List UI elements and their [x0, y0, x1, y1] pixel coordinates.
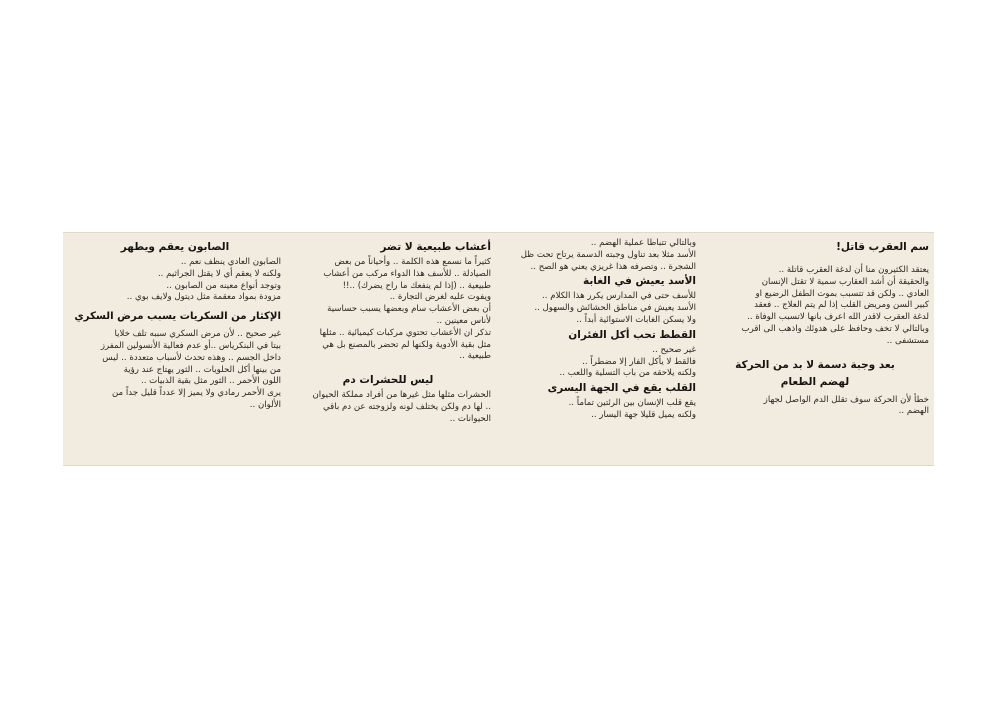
article-text-line: يعتقد الكثيرون منا أن لدغة العقرب قاتلة .. — [778, 265, 929, 275]
article-text-line: ولكنه يميل قليلا جهة اليسار .. — [591, 409, 696, 420]
article-text-line: ولكنه يلاحقه من باب التسلية واللعب .. — [559, 368, 696, 379]
article-heading: بعد وجبة دسمة لا بد من الحركة — [735, 358, 895, 371]
article-heading: سم العقرب قاتل! — [836, 241, 929, 253]
article-text-line: كثيراً ما نسمع هذه الكلمة .. وأحياناً من بعض — [334, 257, 491, 267]
article-text-line: مستشفى .. — [886, 335, 929, 346]
spacer — [701, 348, 929, 356]
article-text-line: لأناس معينين .. — [436, 315, 491, 326]
spacer — [69, 304, 281, 307]
article-text-line: كبير السن ومريض القلب إذا لم يتم العلاج .. فعقد — [754, 300, 929, 311]
article-text-line: غير صحيح .. لأن مرض السكري سببه تلف خلايا — [114, 329, 281, 340]
article-text-line: يرى الأحمر رمادي ولا يميز إلا عدداً قليل جداً من — [112, 388, 281, 399]
column-4 — [69, 238, 281, 462]
article-text-line: غير صحيح .. — [652, 344, 696, 355]
newspaper-clipping — [63, 232, 934, 466]
article-heading: القلب يقع في الجهة اليسرى — [547, 382, 696, 395]
article-text-line: الحيوانات .. — [449, 413, 491, 424]
article-text-line: ويفوت عليه لغرض التجارة .. — [389, 292, 491, 303]
article-text-line: طبيعية .. (إذا لم ينفعك ما راح يضرك) ..!! — [342, 280, 491, 291]
article-heading: ليس للحشرات دم — [342, 374, 434, 387]
article-text-line: الصيادلة .. للأسف هذا الدواء مركب من أعشاب — [323, 268, 491, 279]
article-text-line: من بينها أكل الحلويات .. الثور يهتاج عند رؤية — [123, 364, 281, 375]
article-text-line: مثل بقية الأدوية ولكنها لم تحضر بالمصنع بل هي — [322, 339, 491, 350]
article-text-line: تذكر ان الأعشاب تحتوي مركبات كيميائية .. مثلها — [319, 327, 491, 338]
article-text-line: وبالتالي تتباطأ عملية الهضم .. — [590, 238, 696, 248]
article-text-line: داخل الجسم .. وهذه تحدث لأسباب متعددة .. ليس — [102, 352, 281, 363]
article-heading: الإكثار من السكريات يسبب مرض السكري — [74, 311, 281, 323]
article-text-line: بيتا في البنكرياس ..أو عدم فعالية الأنسولين المفرز — [100, 340, 281, 351]
article-text-line: أن بعض الأعشاب سام وبعضها يسبب حساسية — [327, 304, 491, 315]
spacer — [285, 363, 491, 371]
article-text-line: ولكنه لا يعقم أي لا يقتل الجراثيم .. — [157, 268, 281, 279]
article-text-line: وبالتالي لا تخف وحافظ على هدوئك واذهب الى اقرب — [741, 323, 929, 334]
article-text-line: الصابون العادي ينظف نعم .. — [180, 257, 281, 267]
article-text-line: الأسد يعيش في مناطق الحشائش والسهول .. — [534, 303, 696, 314]
column-1 — [701, 238, 929, 462]
article-text-line: اللون الأحمر .. الثور مثل بقية الذبيات .. — [140, 376, 281, 387]
article-heading: القطط تحب أكل الفئران — [568, 328, 696, 341]
article-text-line: الحشرات مثلها مثل غيرها من أفراد مملكة الحيوان — [312, 390, 491, 401]
article-text-line: الهضم .. — [898, 406, 929, 417]
article-heading: أعشاب طبيعية لا تضر — [380, 241, 491, 253]
article-text-line: والحقيقة أن أشد العقارب سمية لا تقتل الإنسان — [761, 276, 929, 287]
article-heading: الصابون يعقم ويطهر — [120, 241, 230, 253]
article-text-line: الألوان .. — [249, 399, 281, 410]
article-text-line: لدغة العقرب لاقدر الله اعرف بانها لاتسبب الوفاة .. — [747, 312, 929, 323]
article-heading: الأسد يعيش في الغابة — [583, 275, 696, 288]
article-text-line: العادي .. ولكن قد تتسبب بموت الطفل الرضيع او — [755, 288, 929, 299]
column-3 — [285, 238, 491, 462]
article-text-line: وتوجد أنواع معينه من الصابون .. — [166, 280, 281, 291]
article-heading: لهضم الطعام — [780, 375, 850, 388]
article-text-line: الأسد مثلا بعد تناول وجبته الدسمة يرتاح تحت ظل — [520, 249, 696, 260]
article-text-line: فالقط لا يأكل الفار إلا مضطراً .. — [582, 356, 696, 367]
article-text-line: مزودة بمواد معقمة مثل ديتول ولايف بوي .. — [126, 292, 281, 303]
article-text-line: خطأ لأن الحركة سوف تقلل الدم الواصل لجهاز — [763, 394, 929, 405]
article-text-line: يقع قلب الإنسان بين الرئتين تماماً .. — [568, 398, 696, 409]
article-text-line: ولا يسكن الغابات الاستوائية أبداً .. — [576, 314, 696, 325]
article-text-line: .. لها دم ولكن يختلف لونه ولزوجته عن دم باقي — [322, 401, 491, 412]
column-2 — [496, 238, 696, 462]
article-text-line: طبيعية .. — [459, 351, 491, 362]
spacer — [701, 257, 929, 265]
article-text-line: للأسف حتى في المدارس يكرر هذا الكلام .. — [542, 291, 696, 302]
article-text-line: الشجرة .. وتصرفه هذا غريزي يعني هو الصح .. — [530, 261, 696, 272]
